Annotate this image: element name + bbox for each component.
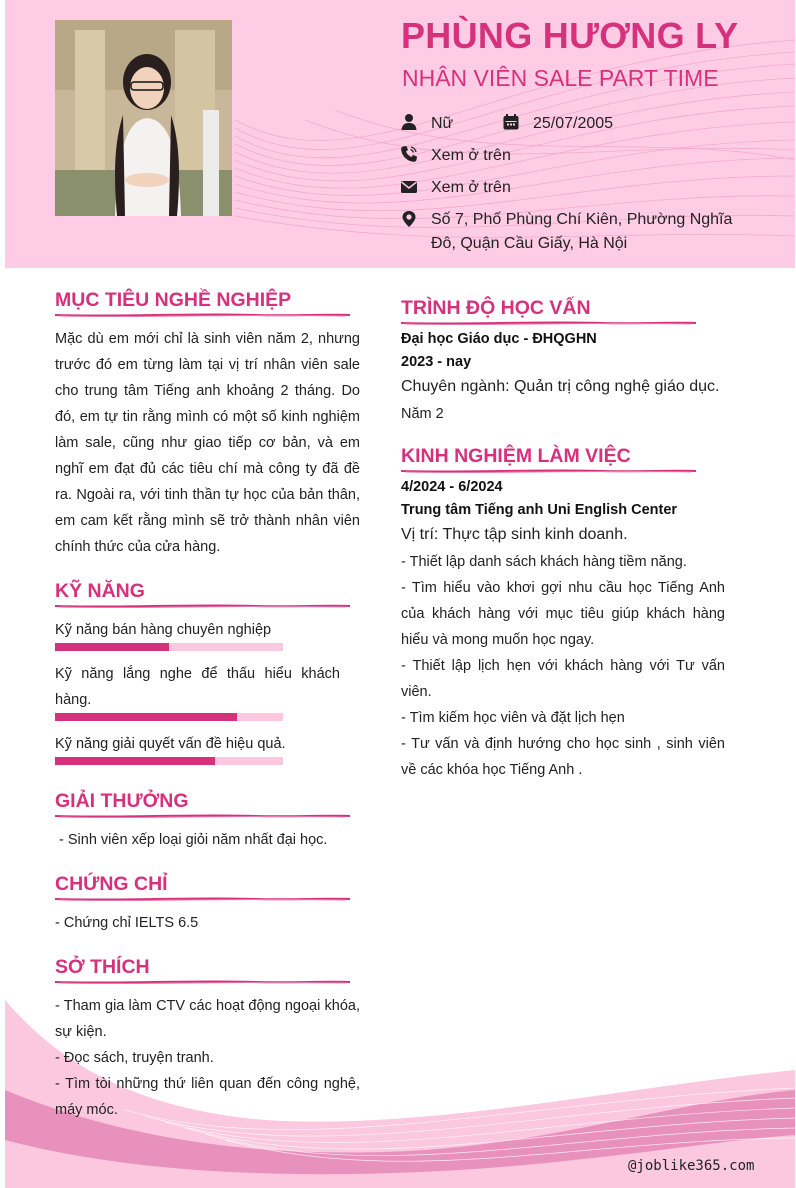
- awards-text: - Sinh viên xếp loại giỏi năm nhất đại học.: [55, 832, 328, 848]
- skill-label: Kỹ năng giải quyết vấn đề hiệu quả.: [55, 736, 286, 752]
- skills-underline: [55, 603, 350, 609]
- skill-bar-fill: [55, 713, 237, 721]
- hobbies-underline: [55, 979, 350, 985]
- map-pin-icon: [400, 210, 418, 228]
- calendar-icon: [502, 113, 520, 131]
- candidate-name: PHÙNG HƯƠNG LY: [401, 15, 739, 56]
- education-period: 2023 - nay: [401, 354, 472, 370]
- hobby-item: - Tìm tòi những thứ liên quan đến công nghệ, máy móc.: [55, 1076, 360, 1118]
- objective-text: Mặc dù em mới chỉ là sinh viên năm 2, nhưng trước đó em từng làm tại vị trí nhân viên sale cho trung tâm Tiếng anh khoảng 2 tháng. Do đó, em tự tin rằng mình có một số kinh nghiệm làm sale, cũng như giao tiếp cơ bản, và em nghĩ em đạt đủ các tiêu chí mà công ty đã đề ra. Ngoài ra, với tinh thần tự học của bản thân, em cam kết rằng mình sẽ trở thành nhân viên chính thức của cửa hàng.: [55, 331, 360, 555]
- duty-item: - Tìm kiếm học viên và đặt lịch hẹn: [401, 710, 625, 726]
- duty-item: - Thiết lập danh sách khách hàng tiềm năng.: [401, 554, 687, 570]
- awards-heading: GIẢI THƯỞNG: [55, 790, 189, 812]
- education-heading: TRÌNH ĐỘ HỌC VẤN: [401, 297, 591, 319]
- skill-bar-fill: [55, 643, 169, 651]
- duty-item: - Thiết lập lịch hẹn với khách hàng với Tư vấn viên.: [401, 658, 725, 700]
- person-icon: [400, 113, 418, 131]
- skill-bar: [55, 713, 283, 721]
- hobby-item: - Đọc sách, truyện tranh.: [55, 1050, 214, 1066]
- skill-bar-fill: [55, 757, 215, 765]
- certificates-text: - Chứng chỉ IELTS 6.5: [55, 915, 199, 931]
- awards-underline: [55, 813, 350, 819]
- objective-heading: MỤC TIÊU NGHỀ NGHIỆP: [55, 289, 292, 311]
- education-major: Chuyên ngành: Quản trị công nghệ giáo dục.: [401, 378, 720, 395]
- job-title: NHÂN VIÊN SALE PART TIME: [402, 65, 719, 91]
- education-underline: [401, 320, 696, 326]
- school-name: Đại học Giáo dục - ĐHQGHN: [401, 331, 597, 347]
- duty-item: - Tư vấn và định hướng cho học sinh , sinh viên về các khóa học Tiếng Anh .: [401, 736, 725, 778]
- gender-value: Nữ: [431, 115, 454, 132]
- header: [5, 0, 795, 268]
- watermark: @joblike365.com: [628, 1158, 755, 1174]
- phone-icon: [400, 145, 418, 163]
- experience-company: Trung tâm Tiếng anh Uni English Center: [401, 502, 678, 518]
- duty-item: - Tìm hiểu vào khơi gợi nhu cầu học Tiếng Anh của khách hàng với mục tiêu giúp khách hàng hiểu và mong muốn học ngay.: [401, 580, 725, 648]
- experience-underline: [401, 468, 696, 474]
- experience-heading: KINH NGHIỆM LÀM VIỆC: [401, 445, 631, 467]
- skill-label: Kỹ năng bán hàng chuyên nghiệp: [55, 622, 272, 638]
- skill-bar: [55, 757, 283, 765]
- education-year: Năm 2: [401, 406, 444, 422]
- experience-period: 4/2024 - 6/2024: [401, 479, 503, 495]
- certificates-heading: CHỨNG CHỈ: [55, 873, 168, 895]
- skill-label: Kỹ năng lắng nghe để thấu hiểu khách hàng.: [55, 666, 340, 708]
- skill-bar: [55, 643, 283, 651]
- objective-underline: [55, 312, 350, 318]
- certificates-underline: [55, 896, 350, 902]
- email-value: Xem ở trên: [431, 179, 511, 196]
- hobby-item: - Tham gia làm CTV các hoạt động ngoại khóa, sự kiện.: [55, 998, 360, 1040]
- address-value: Số 7, Phố Phùng Chí Kiên, Phường Nghĩa Đô, Quận Cầu Giấy, Hà Nội: [431, 211, 733, 252]
- hobbies-heading: SỞ THÍCH: [55, 956, 150, 978]
- experience-position: Vị trí: Thực tập sinh kinh doanh.: [401, 526, 628, 543]
- skills-heading: KỸ NĂNG: [55, 580, 145, 602]
- cv-page: [5, 0, 795, 1188]
- profile-photo: [55, 20, 232, 216]
- envelope-icon: [400, 178, 418, 196]
- phone-value: Xem ở trên: [431, 147, 511, 164]
- birthday-value: 25/07/2005: [533, 115, 614, 132]
